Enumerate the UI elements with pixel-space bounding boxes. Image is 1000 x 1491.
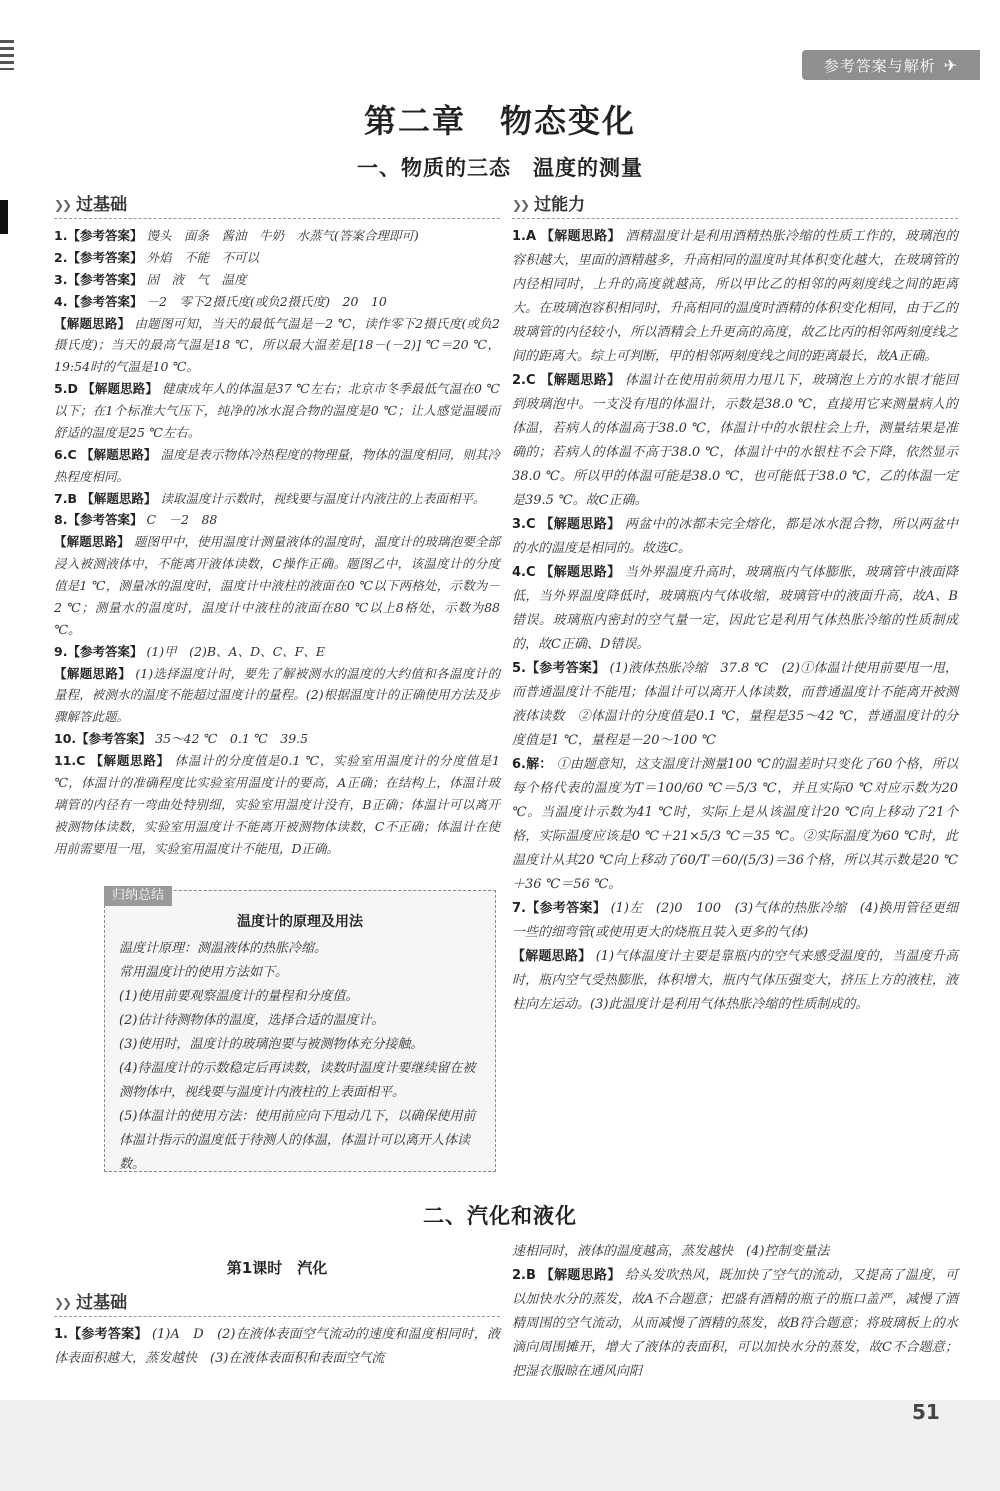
answer-tag: 11.C 【解题思路】 [54, 753, 170, 768]
answer-tag: 1.A 【解题思路】 [512, 229, 621, 244]
answer-tag: 【解题思路】 [54, 534, 130, 550]
answer-text: 两盆中的冰都未完全熔化，都是冰水混合物，所以两盆中的水的温度是相同的。故选C。 [512, 517, 958, 556]
answer-item [54, 509, 500, 531]
answer-tag: 5.D 【解题思路】 [54, 381, 159, 397]
answer-item [512, 561, 958, 657]
answer-text: 馒头 面条 酱油 牛奶 水蒸气(答案合理即可) [146, 228, 419, 243]
answer-item [54, 269, 500, 291]
answer-item [54, 728, 500, 750]
answer-item [54, 663, 500, 729]
answer-item [54, 444, 500, 488]
lesson-title [54, 1256, 500, 1280]
answer-text: 温度是表示物体冷热程度的物理量，物体的温度相同，则其冷热程度相同。 [54, 446, 500, 484]
summary-line: (5)体温计的使用方法：使用前应向下甩动几下，以确保使用前体温计指示的温度低于待测人的体温，体温计可以离开人体读数。 [119, 1109, 476, 1172]
answer-tag: 1.【参考答案】 [54, 1327, 148, 1342]
header-tab [802, 50, 980, 80]
answer-tag: 2.C 【解题思路】 [512, 373, 621, 388]
answer-tag: 1.【参考答案】 [54, 228, 143, 243]
answer-text: 体温计在使用前须用力甩几下，玻璃泡上方的水银才能回到玻璃泡中。一支没有甩的体温计，示数是38.0 ℃，直接用它来测量病人的体温，若病人的体温高于38.0 ℃，体温计中的水银柱会上升，测量结果是准确的；若病人的体温不高于38.0 ℃，体温计中的水银柱不会下降，依然显示38.0 ℃。所以甲的体温可能是38.0 ℃，也可能低于38.0 ℃，乙的体温一定是39.5 ℃。故C正确。 [512, 373, 958, 508]
right-column [512, 192, 958, 1017]
right-answer-list [512, 225, 958, 1017]
answer-tag: 【解题思路】 [54, 665, 132, 681]
answer-item [54, 641, 500, 663]
answer-item [54, 378, 500, 444]
answer-text: 酒精温度计是利用酒精热胀冷缩的性质工作的，玻璃泡的容积越大，里面的酒精越多，升高相同的温度时其体积变化越大，在玻璃管的内径相同时，上升的高度就越高，所以甲比乙的相邻的两刻度线之间的距离大。在玻璃泡容积相同时，升高相同的温度时酒精的体积变化相同，由于乙的玻璃管的内径较小，所以酒精会上升更高的高度，故乙比丙的相邻两刻度线之间的距离大。综上可判断，甲的相邻两刻度线之间的距离最长，故A正确。 [512, 229, 958, 364]
answer-text: 题图甲中，使用温度计测量液体的温度时，温度计的玻璃泡要全部浸入被测液体中，不能离开液体读数，C操作正确。题图乙中，该温度计的分度值是1 ℃，测量冰的温度时，温度计中液柱的液面在0 ℃以下两格处，示数为－2 ℃；测量水的温度时，温度计中液柱的液面在80 ℃以上8格处，示数为88 ℃。 [54, 534, 500, 637]
answer-item [512, 945, 958, 1017]
answer-item [54, 313, 500, 379]
answer-text: (1)甲 (2)B、A、D、C、F、E [146, 643, 325, 659]
summary-line: 常用温度计的使用方法如下。 [119, 965, 289, 980]
answer-tag: 10.【参考答案】 [54, 731, 152, 747]
answer-text: (1)选择温度计时，要先了解被测水的温度的大约值和各温度计的量程，被测水的温度不能超过温度计的量程。(2)根据温度计的正确使用方法及步骤解答此题。 [54, 665, 500, 725]
answer-item [512, 513, 958, 561]
answer-text: 35～42 ℃ 0.1 ℃ 39.5 [155, 731, 309, 747]
summary-title: 温度计的原理及用法 [237, 914, 363, 930]
answer-tag: 4.C 【解题思路】 [512, 565, 621, 580]
answer-tag: 6.C 【解题思路】 [54, 446, 157, 462]
left-heading [54, 192, 500, 219]
lesson-right-column [512, 1240, 958, 1384]
answer-item [512, 225, 958, 369]
footer-band [0, 1400, 1000, 1491]
answer-text: 由题图可知，当天的最低气温是－2 ℃，读作零下2摄氏度(或负2摄氏度)；当天的最高气温是18 ℃，所以最大温差是[18－(－2)] ℃＝20 ℃，19:54时的气温是10 ℃。 [54, 315, 500, 375]
answer-text: 速相同时，液体的温度越高，蒸发越快 (4)控制变量法 [512, 1244, 830, 1259]
right-heading [512, 192, 958, 219]
rocket-icon: ✈ [943, 55, 959, 75]
answer-item [512, 1264, 958, 1384]
answer-tag: 9.【参考答案】 [54, 643, 143, 659]
answer-text: 外焰 不能 不可以 [146, 249, 259, 265]
margin-mark [0, 200, 8, 234]
answer-item [54, 531, 500, 640]
answer-text: －2 零下2摄氏度(或负2摄氏度) 20 10 [146, 293, 387, 309]
summary-line: (3)使用时，温度计的玻璃泡要与被测物体充分接触。 [119, 1037, 424, 1052]
answer-text: (1)气体温度计主要是靠瓶内的空气来感受温度的，当温度升高时，瓶内空气受热膨胀，体积增大，瓶内气体压强变大，挤压上方的液柱，液柱向左运动。(3)此温度计是利用气体热胀冷缩的性质制成的。 [512, 949, 958, 1012]
answer-text: 当外界温度升高时，玻璃瓶内气体膨胀，玻璃管中液面降低，当外界温度降低时，玻璃瓶内气体收缩，玻璃管中的液面升高，故A、B错误。玻璃瓶内密封的空气量一定，因此它是利用气体热胀冷缩的性质制成的，故C正确、D错误。 [512, 565, 958, 652]
answer-tag: 3.C 【解题思路】 [512, 517, 621, 532]
answer-text: (1)A D (2)在液体表面空气流动的速度和温度相同时，液体表面积越大，蒸发越快 (3)在液体表面积和表面空气流 [54, 1327, 501, 1366]
answer-item [512, 897, 958, 945]
answer-tag: 【解题思路】 [512, 949, 592, 964]
answer-item [54, 225, 500, 247]
header-tab-label: 参考答案与解析 [823, 56, 936, 75]
chevron-icon: ❯❯ [54, 1296, 71, 1310]
answer-tag: 4.【参考答案】 [54, 293, 143, 309]
corner-marks [0, 40, 14, 70]
left-heading-text: 过基础 [76, 195, 128, 215]
chevron-icon: ❯❯ [54, 198, 71, 212]
answer-text: ①由题意知，这支温度计测量100 ℃的温差时只变化了60个格，所以每个格代表的温度为T＝100/60 ℃＝5/3 ℃，并且实际0 ℃对应示数为20 ℃。当温度计示数为41 ℃时，实际上是从该温度计20 ℃向上移动了21个格，实际温度应该是0 ℃＋21×5/3 ℃＝35 ℃。②实际温度为60 ℃时，此温度计从其20 ℃向上移动了60/T＝60/(5/3)＝36个格，所以其示数是20 ℃＋36 ℃＝56 ℃。 [512, 757, 959, 892]
answer-item [512, 1240, 958, 1264]
answer-tag: 5.【参考答案】 [512, 661, 606, 676]
summary-body [105, 931, 495, 1177]
answer-tag: 3.【参考答案】 [54, 271, 143, 287]
summary-label: 归纳总结 [104, 886, 172, 906]
answer-item [54, 488, 500, 510]
answer-item [512, 753, 958, 897]
answer-tag: 【解题思路】 [54, 315, 131, 331]
chevron-icon: ❯❯ [512, 198, 529, 212]
answer-text: 给头发吹热风，既加快了空气的流动，又提高了温度，可以加快水分的蒸发，故A不合题意；把盛有酒精的瓶子的瓶口盖严，减慢了酒精周围的空气流动，从而减慢了酒精的蒸发，故B符合题意；将玻璃板上的水滴向周围摊开，增大了液体的表面积，可以加快水分的蒸发，故C不合题意；把湿衣服晾在通风向阳 [512, 1268, 958, 1379]
page-number: 51 [912, 1400, 940, 1424]
lesson-heading [54, 1290, 500, 1317]
answer-item [54, 247, 500, 269]
lesson-left-list [54, 1323, 500, 1371]
answer-tag: 7.B 【解题思路】 [54, 490, 157, 506]
left-column [54, 192, 500, 859]
right-heading-text: 过能力 [534, 195, 586, 215]
answer-tag: 2.B 【解题思路】 [512, 1268, 621, 1283]
summary-box [104, 890, 496, 1172]
answer-tag: 2.【参考答案】 [54, 249, 143, 265]
answer-text: C －2 88 [146, 512, 218, 528]
answer-text: 体温计的分度值是0.1 ℃，实验室用温度计的分度值是1 ℃，体温计的准确程度比实验室用温度计的要高，A正确；在结构上，体温计玻璃管的内径有一弯曲处特别细，实验室用温度计没有，B正确；体温计可以离开被测物体读数，实验室用温度计不能离开被测物体读数，C不正确；体温计在使用前需要甩一甩，实验室用温度计不能甩，D正确。 [54, 753, 500, 856]
answer-tag: 8.【参考答案】 [54, 512, 143, 528]
section-title-1: 一、物质的三态 温度的测量 [357, 156, 643, 180]
answer-tag: 6.解： [512, 757, 553, 772]
lesson-left-column [54, 1250, 500, 1371]
answer-item [54, 1323, 500, 1371]
lesson-heading-text: 过基础 [76, 1293, 128, 1313]
answer-tag: 7.【参考答案】 [512, 901, 607, 916]
section-title-2: 二、汽化和液化 [423, 1204, 577, 1228]
answer-text: 健康成年人的体温是37 ℃左右；北京市冬季最低气温在0 ℃以下；在1个标准大气压下，纯净的冰水混合物的温度是0 ℃；让人感觉温暖而舒适的温度是25 ℃左右。 [54, 381, 500, 440]
summary-line: (2)估计待测物体的温度，选择合适的温度计。 [119, 1013, 385, 1028]
answer-item [512, 369, 958, 513]
answer-item [54, 750, 500, 859]
answer-text: (1)液体热胀冷缩 37.8 ℃ (2)①体温计使用前要甩一甩，而普通温度计不能甩；体温计可以离开人体读数，而普通温度计不能离开被测液体读数 ②体温计的分度值是0.1 ℃，量程是35～42 ℃，普通温度计的分度值是1 ℃，量程是－20～100 ℃ [512, 661, 959, 748]
answer-item [512, 657, 958, 753]
lesson-right-list [512, 1240, 958, 1384]
chapter-title: 第二章 物态变化 [363, 102, 636, 140]
answer-text: 固 液 气 温度 [146, 271, 247, 287]
lesson-title-text: 第1课时 汽化 [226, 1259, 328, 1277]
answer-text: 读取温度计示数时，视线要与温度计内液注的上表面相平。 [160, 490, 486, 506]
summary-line: 温度计原理：测温液体的热胀冷缩。 [119, 941, 328, 956]
summary-line: (1)使用前要观察温度计的量程和分度值。 [119, 989, 359, 1004]
answer-item [54, 291, 500, 313]
answer-text: (1)左 (2)0 100 (3)气体的热胀冷缩 (4)换用管径更细一些的细弯管(或使用更大的烧瓶且装入更多的气体) [512, 901, 958, 940]
left-answer-list [54, 225, 500, 859]
summary-line: (4)待温度计的示数稳定后再读数，读数时温度计要继续留在被测物体中，视线要与温度计内液柱的上表面相平。 [119, 1061, 476, 1100]
